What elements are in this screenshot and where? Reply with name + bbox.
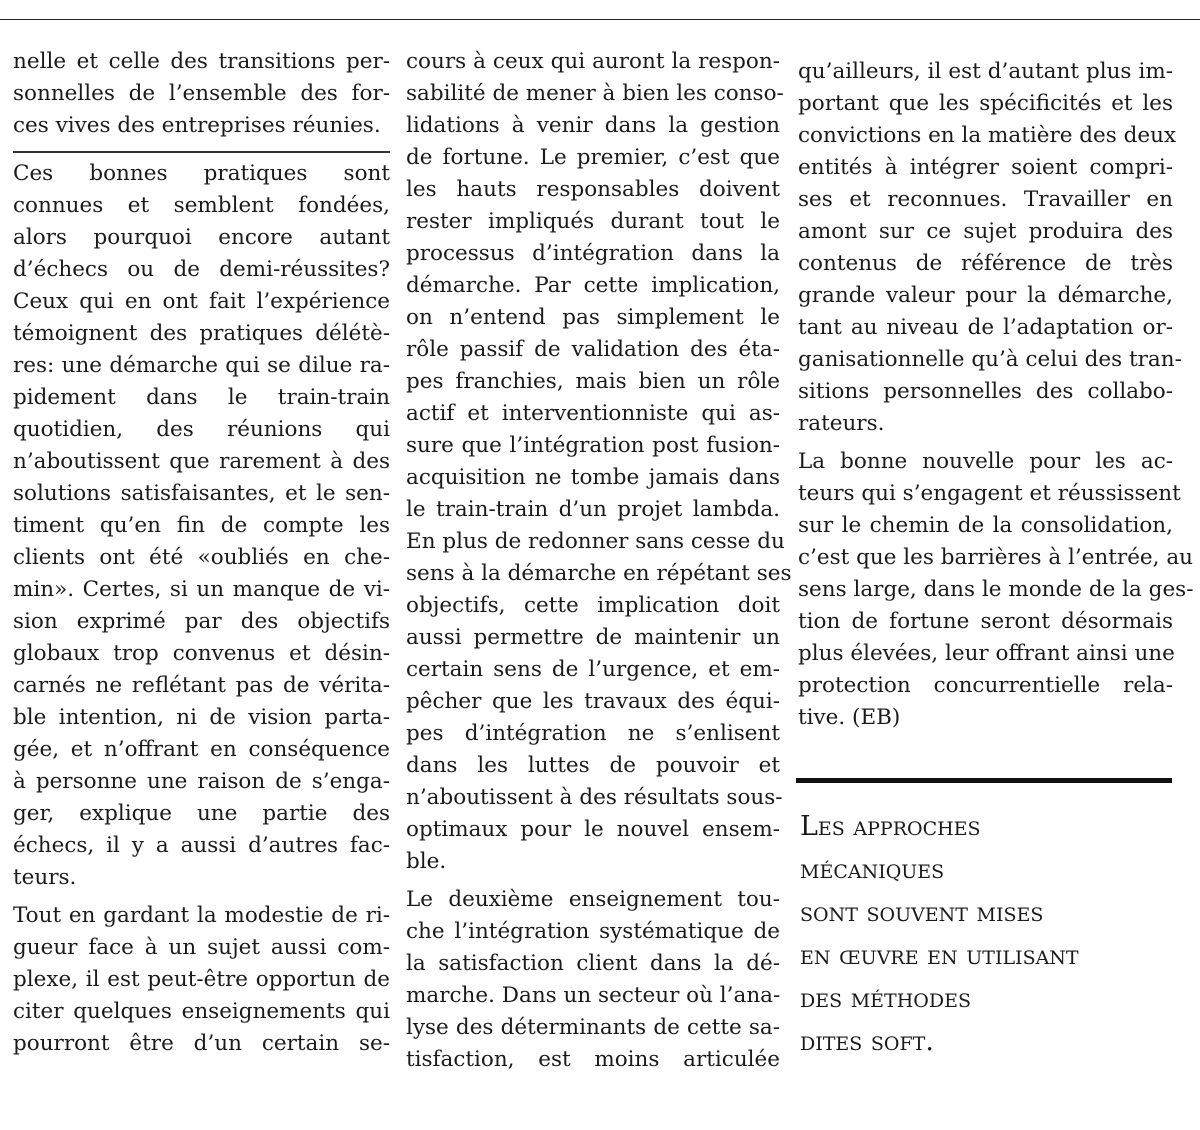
text-line: globaux trop convenus et désin-	[13, 641, 390, 666]
text-line: ces vives des entreprises réunies.	[13, 113, 381, 138]
text-line: à personne une raison de s’enga-	[13, 769, 390, 794]
text-line: ble intention, ni de vision parta-	[13, 705, 390, 730]
pullquote-line: des méthodes	[800, 983, 971, 1014]
text-line: ganisationnelle qu’à celui des tran-	[798, 347, 1182, 372]
text-line: sure que l’intégration post fusion-	[406, 433, 780, 458]
text-line: portant que les spécificités et les	[798, 91, 1173, 116]
pullquote-rule	[796, 778, 1172, 783]
text-line: citer quelques enseignements qui	[13, 999, 390, 1024]
text-line: grande valeur pour la démarche,	[798, 283, 1173, 308]
text-line: tant au niveau de l’adaptation or-	[798, 315, 1173, 340]
pullquote-line: sont souvent mises	[800, 897, 1044, 928]
text-line: pidement dans le train-train	[13, 385, 390, 410]
paragraph	[13, 900, 390, 1060]
paragraph	[798, 56, 1182, 440]
paragraph	[798, 446, 1194, 734]
text-line: tisfaction, est moins articulée	[406, 1047, 780, 1072]
text-line: dans les luttes de pouvoir et	[406, 753, 780, 778]
text-line: processus d’intégration dans la	[406, 241, 780, 266]
text-line: gée, et n’offrant en conséquence	[13, 737, 390, 762]
paragraph-divider	[13, 151, 390, 153]
text-line: timent qu’en fin de compte les	[13, 513, 390, 538]
top-rule	[0, 19, 1200, 20]
text-line: démarche. Par cette implication,	[406, 273, 780, 298]
text-line: ger, explique une partie des	[13, 801, 390, 826]
paragraph	[406, 46, 792, 878]
column-3	[798, 56, 1194, 734]
text-line: pes d’intégration ne s’enlisent	[406, 721, 780, 746]
text-line: témoignent des pratiques délétè-	[13, 321, 390, 346]
text-line: contenus de référence de très	[798, 251, 1173, 276]
paragraph	[13, 158, 390, 894]
text-line: nelle et celle des transitions per-	[13, 49, 390, 74]
text-line: sonnelles de l’ensemble des for-	[13, 81, 390, 106]
text-line: tive. (EB)	[798, 705, 901, 730]
text-line: tion de fortune seront désormais	[798, 609, 1173, 634]
text-line: les hauts responsables doivent	[406, 177, 780, 202]
pullquote-line: dites soft.	[800, 1026, 934, 1057]
text-line: entités à intégrer soient compri-	[798, 155, 1173, 180]
text-line: pourront être d’un certain se-	[13, 1031, 390, 1056]
text-line: échecs, il y a aussi d’autres fac-	[13, 833, 390, 858]
text-line: teurs qui s’engagent et réussissent	[798, 481, 1181, 506]
text-line: Tout en gardant la modestie de ri-	[13, 903, 390, 928]
text-line: che l’intégration systématique de	[406, 919, 780, 944]
text-line: gueur face à un sujet aussi com-	[13, 935, 390, 960]
text-line: c’est que les barrières à l’entrée, au	[798, 545, 1193, 570]
text-line: n’aboutissent à des résultats sous-	[406, 785, 783, 810]
text-line: protection concurrentielle rela-	[798, 673, 1173, 698]
text-line: lidations à venir dans la gestion	[406, 113, 780, 138]
text-line: res: une démarche qui se dilue ra-	[13, 353, 390, 378]
text-line: on n’entend pas simplement le	[406, 305, 780, 330]
text-line: le train-train d’un projet lambda.	[406, 497, 780, 522]
text-line: plexe, il est peut-être opportun de	[13, 967, 390, 992]
text-line: la satisfaction client dans la dé-	[406, 951, 780, 976]
text-line: rôle passif de validation des éta-	[406, 337, 780, 362]
text-line: acquisition ne tombe jamais dans	[406, 465, 780, 490]
text-line: n’aboutissent que rarement à des	[13, 449, 390, 474]
text-line: connues et semblent fondées,	[13, 193, 390, 218]
paragraph	[406, 884, 780, 1076]
text-line: Ces bonnes pratiques sont	[13, 161, 390, 186]
text-line: cours à ceux qui auront la respon-	[406, 49, 780, 74]
text-line: amont sur ce sujet produira des	[798, 219, 1173, 244]
text-line: de fortune. Le premier, c’est que	[406, 145, 780, 170]
text-line: lyse des déterminants de cette sa-	[406, 1015, 780, 1040]
text-line: rateurs.	[798, 411, 885, 436]
text-line: alors pourquoi encore autant	[13, 225, 390, 250]
text-line: clients ont été «oubliés en che-	[13, 545, 390, 570]
text-line: plus élevées, leur offrant ainsi une	[798, 641, 1175, 666]
text-line: actif et interventionniste qui as-	[406, 401, 780, 426]
pullquote-line: Les approches	[800, 811, 981, 842]
text-line: aussi permettre de maintenir un	[406, 625, 780, 650]
text-line: certain sens de l’urgence, et em-	[406, 657, 780, 682]
text-line: sens à la démarche en répétant ses	[406, 561, 792, 586]
paragraph	[13, 46, 390, 142]
text-line: min». Certes, si un manque de vi-	[13, 577, 390, 602]
text-line: sens large, dans le monde de la ges-	[798, 577, 1194, 602]
text-line: La bonne nouvelle pour les ac-	[798, 449, 1173, 474]
text-line: qu’ailleurs, il est d’autant plus im-	[798, 59, 1173, 84]
text-line: Ceux qui en ont fait l’expérience	[13, 289, 390, 314]
text-line: marche. Dans un secteur où l’ana-	[406, 983, 781, 1008]
pullquote	[800, 805, 1180, 1063]
text-line: objectifs, cette implication doit	[406, 593, 780, 618]
text-line: pes franchies, mais bien un rôle	[406, 369, 780, 394]
text-line: sitions personnelles des collabo-	[798, 379, 1173, 404]
text-line: En plus de redonner sans cesse du	[406, 529, 785, 554]
text-line: quotidien, des réunions qui	[13, 417, 390, 442]
text-line: rester impliqués durant tout le	[406, 209, 780, 234]
column-1	[13, 46, 390, 1060]
text-line: solutions satisfaisantes, et le sen-	[13, 481, 390, 506]
text-line: ble.	[406, 849, 447, 874]
pullquote-line: en œuvre en utilisant	[800, 940, 1079, 971]
text-line: sabilité de mener à bien les conso-	[406, 81, 784, 106]
text-line: optimaux pour le nouvel ensem-	[406, 817, 780, 842]
text-line: teurs.	[13, 865, 77, 890]
text-line: ses et reconnues. Travailler en	[798, 187, 1173, 212]
text-line: sur le chemin de la consolidation,	[798, 513, 1173, 538]
text-line: Le deuxième enseignement tou-	[406, 887, 780, 912]
text-line: pêcher que les travaux des équi-	[406, 689, 780, 714]
text-line: sion exprimé par des objectifs	[13, 609, 390, 634]
pullquote-line: mécaniques	[800, 854, 945, 885]
text-line: carnés ne reflétant pas de vérita-	[13, 673, 390, 698]
text-line: convictions en la matière des deux	[798, 123, 1177, 148]
column-2	[406, 46, 792, 1076]
text-line: d’échecs ou de demi-réussites?	[13, 257, 390, 282]
